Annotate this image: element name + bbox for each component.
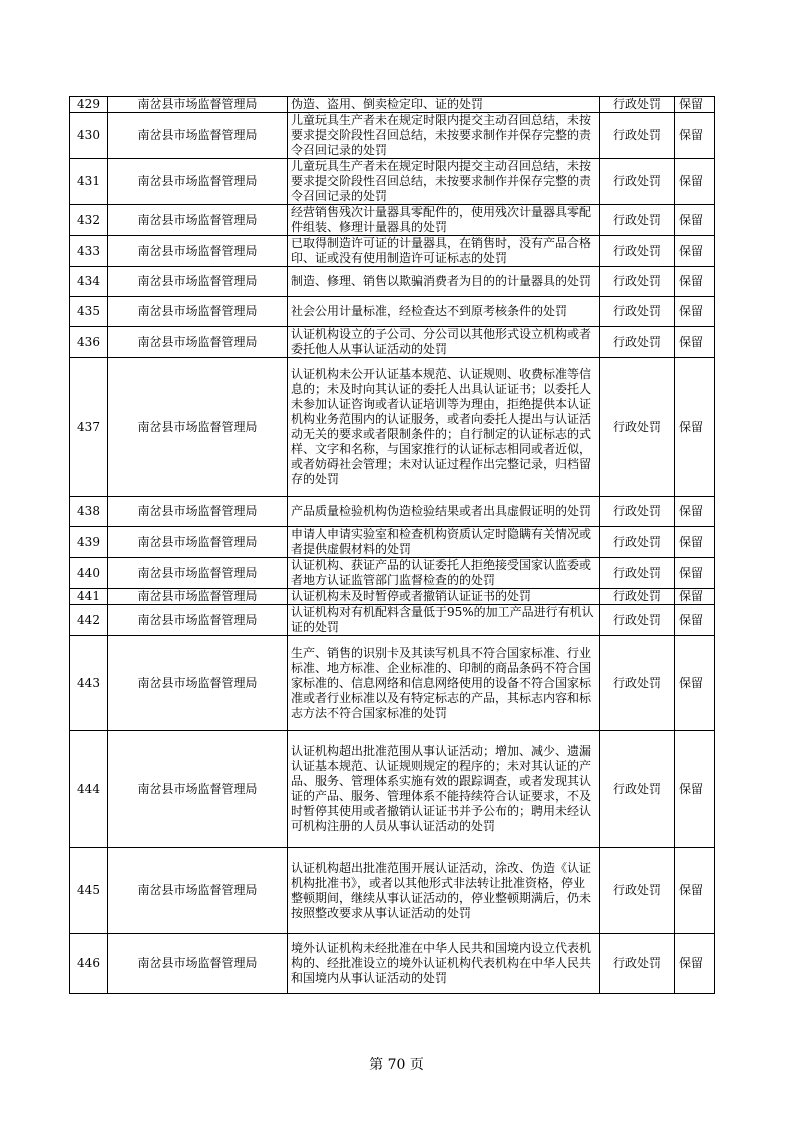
table-row (70, 848, 715, 934)
row-organization: 南岔县市场监督管理局 (108, 731, 288, 848)
table-row (70, 297, 715, 327)
row-type: 行政处罚 (600, 205, 675, 236)
row-item: 认证机构设立的子公司、分公司以其他形式设立机构或者委托他人从事认证活动的处罚 (288, 327, 600, 358)
row-item: 生产、销售的识别卡及其读写机具不符合国家标准、行业标准、地方标准、企业标准的、印制的商品条码不符合国家标准的、信息网络和信息网络使用的设备不符合国家标准或者行业标准以及有特定标志的产品，其标志内容和标志方法不符合国家标准的处罚 (288, 636, 600, 731)
row-item: 境外认证机构未经批准在中华人民共和国境内设立代表机构的、经批准设立的境外认证机构代表机构在中华人民共和国境内从事认证活动的处罚 (288, 934, 600, 994)
row-number: 438 (70, 497, 108, 527)
row-number: 440 (70, 558, 108, 589)
row-type: 行政处罚 (600, 113, 675, 159)
row-type: 行政处罚 (600, 589, 675, 605)
row-organization: 南岔县市场监督管理局 (108, 497, 288, 527)
page-number: 第 70 页 (369, 1057, 424, 1073)
row-type: 行政处罚 (600, 605, 675, 636)
table-row (70, 113, 715, 159)
table-row (70, 605, 715, 636)
row-organization: 南岔县市场监督管理局 (108, 934, 288, 994)
table-row (70, 731, 715, 848)
row-status: 保留 (675, 527, 715, 558)
row-status: 保留 (675, 205, 715, 236)
penalty-table (69, 96, 715, 994)
row-number: 441 (70, 589, 108, 605)
row-number: 437 (70, 358, 108, 497)
row-number: 443 (70, 636, 108, 731)
row-organization: 南岔县市场监督管理局 (108, 636, 288, 731)
row-number: 434 (70, 267, 108, 297)
table-row (70, 205, 715, 236)
row-number: 432 (70, 205, 108, 236)
table-row (70, 97, 715, 113)
row-item: 制造、修理、销售以欺骗消费者为目的的计量器具的处罚 (288, 267, 600, 297)
row-organization: 南岔县市场监督管理局 (108, 159, 288, 205)
row-organization: 南岔县市场监督管理局 (108, 97, 288, 113)
table-row (70, 497, 715, 527)
row-organization: 南岔县市场监督管理局 (108, 236, 288, 267)
row-organization: 南岔县市场监督管理局 (108, 327, 288, 358)
row-item: 经营销售残次计量器具零配件的，使用残次计量器具零配件组装、修理计量器具的处罚 (288, 205, 600, 236)
row-number: 439 (70, 527, 108, 558)
row-type: 行政处罚 (600, 558, 675, 589)
row-organization: 南岔县市场监督管理局 (108, 558, 288, 589)
row-type: 行政处罚 (600, 327, 675, 358)
row-status: 保留 (675, 113, 715, 159)
row-item: 儿童玩具生产者未在规定时限内提交主动召回总结，未按要求提交阶段性召回总结，未按要求制作并保存完整的责令召回记录的处罚 (288, 113, 600, 159)
row-type: 行政处罚 (600, 159, 675, 205)
row-number: 433 (70, 236, 108, 267)
row-item: 申请人申请实验室和检查机构资质认定时隐瞒有关情况或者提供虚假材料的处罚 (288, 527, 600, 558)
row-status: 保留 (675, 558, 715, 589)
row-status: 保留 (675, 267, 715, 297)
penalty-table-body (70, 97, 715, 994)
row-type: 行政处罚 (600, 236, 675, 267)
table-row (70, 636, 715, 731)
row-item: 产品质量检验机构伪造检验结果或者出具虚假证明的处罚 (288, 497, 600, 527)
row-organization: 南岔县市场监督管理局 (108, 527, 288, 558)
row-organization: 南岔县市场监督管理局 (108, 605, 288, 636)
row-status: 保留 (675, 97, 715, 113)
row-item: 认证机构超出批准范围从事认证活动；增加、减少、遗漏认证基本规范、认证规则规定的程序的；未对其认证的产品、服务、管理体系实施有效的跟踪调查，或者发现其认证的产品、服务、管理体系不能持续符合认证要求，不及时暂停其使用或者撤销认证证书并予公布的；聘用未经认可机构注册的人员从事认证活动的处罚 (288, 731, 600, 848)
row-status: 保留 (675, 358, 715, 497)
row-type: 行政处罚 (600, 636, 675, 731)
row-number: 430 (70, 113, 108, 159)
row-status: 保留 (675, 589, 715, 605)
row-number: 445 (70, 848, 108, 934)
row-status: 保留 (675, 297, 715, 327)
row-organization: 南岔县市场监督管理局 (108, 267, 288, 297)
row-status: 保留 (675, 497, 715, 527)
row-item: 认证机构、获证产品的认证委托人拒绝接受国家认监委或者地方认证监管部门监督检查的的处罚 (288, 558, 600, 589)
row-item: 儿童玩具生产者未在规定时限内提交主动召回总结，未按要求提交阶段性召回总结，未按要求制作并保存完整的责令召回记录的处罚 (288, 159, 600, 205)
row-organization: 南岔县市场监督管理局 (108, 848, 288, 934)
row-organization: 南岔县市场监督管理局 (108, 205, 288, 236)
table-row (70, 934, 715, 994)
row-status: 保留 (675, 236, 715, 267)
table-row (70, 527, 715, 558)
row-item: 认证机构未及时暂停或者撤销认证证书的处罚 (288, 589, 600, 605)
row-item: 认证机构超出批准范围开展认证活动，涂改、伪造《认证机构批准书》，或者以其他形式非法转让批准资格，停业整顿期间，继续从事认证活动的，停业整顿期满后，仍未按照整改要求从事认证活动的处罚 (288, 848, 600, 934)
row-number: 436 (70, 327, 108, 358)
row-number: 435 (70, 297, 108, 327)
table-row (70, 159, 715, 205)
table-row (70, 327, 715, 358)
row-type: 行政处罚 (600, 97, 675, 113)
row-type: 行政处罚 (600, 497, 675, 527)
row-type: 行政处罚 (600, 527, 675, 558)
row-number: 444 (70, 731, 108, 848)
row-organization: 南岔县市场监督管理局 (108, 297, 288, 327)
row-number: 429 (70, 97, 108, 113)
row-type: 行政处罚 (600, 297, 675, 327)
row-type: 行政处罚 (600, 358, 675, 497)
table-row (70, 267, 715, 297)
row-status: 保留 (675, 159, 715, 205)
table-row (70, 236, 715, 267)
row-status: 保留 (675, 605, 715, 636)
row-type: 行政处罚 (600, 731, 675, 848)
row-type: 行政处罚 (600, 267, 675, 297)
row-status: 保留 (675, 636, 715, 731)
row-status: 保留 (675, 848, 715, 934)
row-status: 保留 (675, 934, 715, 994)
row-organization: 南岔县市场监督管理局 (108, 113, 288, 159)
row-number: 442 (70, 605, 108, 636)
table-row (70, 558, 715, 589)
row-type: 行政处罚 (600, 848, 675, 934)
row-item: 认证机构对有机配料含量低于95%的加工产品进行有机认证的处罚 (288, 605, 600, 636)
row-item: 已取得制造许可证的计量器具，在销售时，没有产品合格印、证或没有使用制造许可证标志的处罚 (288, 236, 600, 267)
row-item: 社会公用计量标准，经检查达不到原考核条件的处罚 (288, 297, 600, 327)
row-status: 保留 (675, 731, 715, 848)
table-row (70, 589, 715, 605)
row-organization: 南岔县市场监督管理局 (108, 589, 288, 605)
row-number: 446 (70, 934, 108, 994)
row-status: 保留 (675, 327, 715, 358)
row-number: 431 (70, 159, 108, 205)
row-item: 伪造、盗用、倒卖检定印、证的处罚 (288, 97, 600, 113)
row-type: 行政处罚 (600, 934, 675, 994)
row-organization: 南岔县市场监督管理局 (108, 358, 288, 497)
table-row (70, 358, 715, 497)
row-item: 认证机构未公开认证基本规范、认证规则、收费标准等信息的；未及时向其认证的委托人出具认证证书；以委托人未参加认证咨询或者认证培训等为理由，拒绝提供本认证机构业务范围内的认证服务，或者向委托人提出与认证活动无关的要求或者限制条件的；自行制定的认证标志的式样、文字和名称，与国家推行的认证标志相同或者近似，或者妨碍社会管理；未对认证过程作出完整记录，归档留存的处罚 (288, 358, 600, 497)
